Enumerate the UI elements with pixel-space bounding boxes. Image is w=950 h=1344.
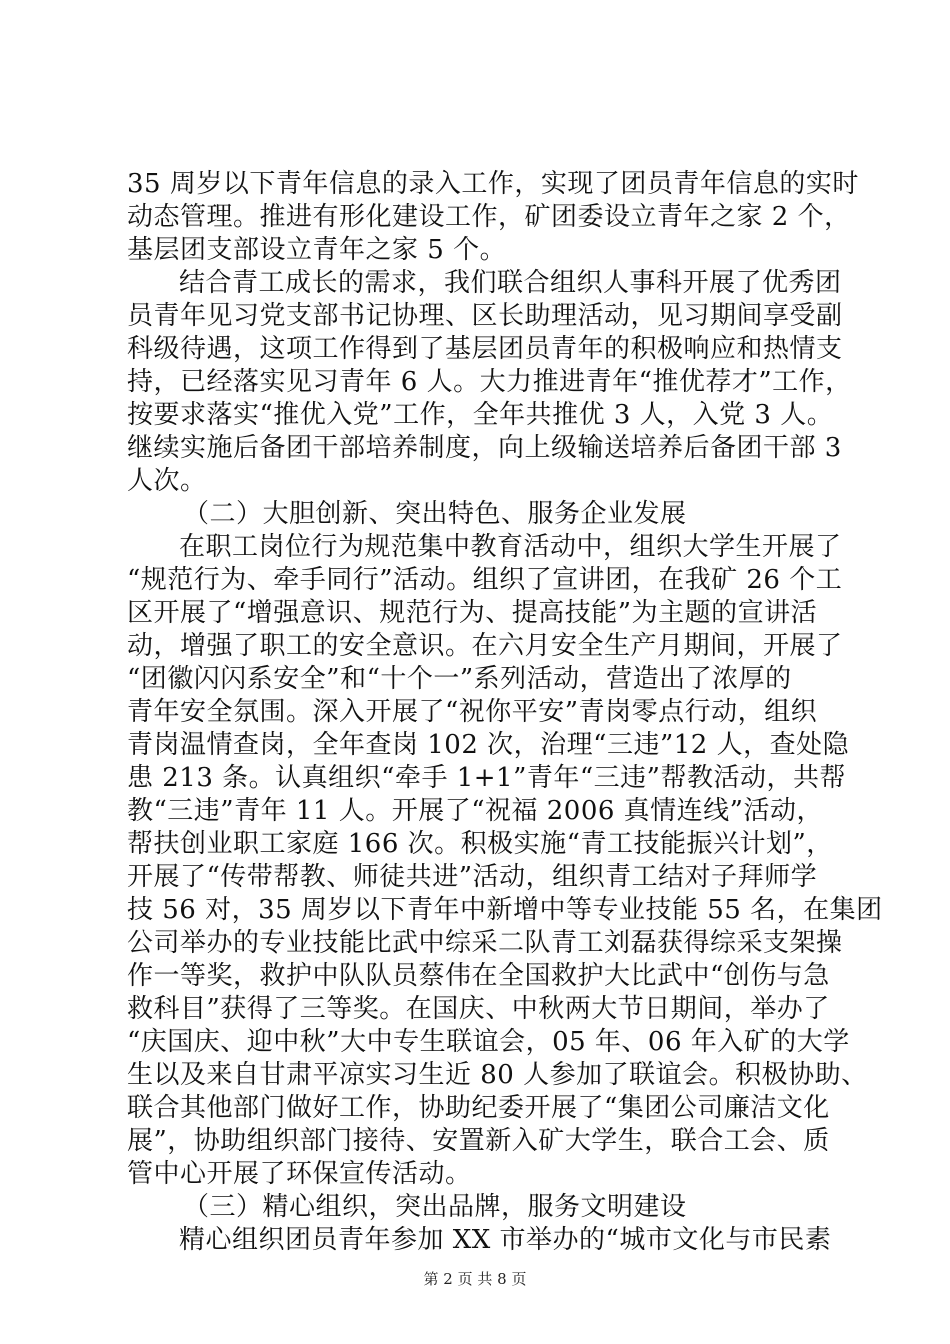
section-heading-3: （三）精心组织，突出品牌，服务文明建设: [183, 1192, 687, 1222]
text-line: 科级待遇，这项工作得到了基层团员青年的积极响应和热情支: [127, 334, 843, 364]
text-line: 公司举办的专业技能比武中综采二队青工刘磊获得综采支架操: [127, 928, 843, 958]
text-line: 基层团支部设立青年之家 5 个。: [127, 235, 507, 265]
text-line: 作一等奖，救护中队队员蔡伟在全国救护大比武中“创伤与急: [127, 961, 830, 991]
paragraph-start-line: 结合青工成长的需求，我们联合组织人事科开展了优秀团: [179, 268, 842, 298]
paragraph-start-line: 在职工岗位行为规范集中教育活动中，组织大学生开展了: [179, 532, 842, 562]
text-line: 区开展了“增强意识、规范行为、提高技能”为主题的宣讲活: [127, 598, 818, 628]
text-line: 继续实施后备团干部培养制度，向上级输送培养后备团干部 3: [127, 433, 842, 463]
text-line: 帮扶创业职工家庭 166 次。积极实施“青工技能振兴计划”，: [127, 829, 833, 859]
text-line: 动，增强了职工的安全意识。在六月安全生产月期间，开展了: [127, 631, 843, 661]
text-line: 青岗温情查岗，全年查岗 102 次，治理“三违”12 人，查处隐: [127, 730, 850, 760]
text-line: 动态管理。推进有形化建设工作，矿团委设立青年之家 2 个，: [127, 202, 851, 232]
text-line: 管中心开展了环保宣传活动。: [127, 1159, 472, 1189]
page-number-footer: 第 2 页 共 8 页: [423, 1270, 527, 1288]
text-line: 技 56 对，35 周岁以下青年中新增中等专业技能 55 名，在集团: [127, 895, 883, 925]
text-line: 救科目”获得了三等奖。在国庆、中秋两大节日期间，举办了: [127, 994, 830, 1024]
text-line: 35 周岁以下青年信息的录入工作，实现了团员青年信息的实时: [127, 169, 859, 199]
text-line: 联合其他部门做好工作，协助纪委开展了“集团公司廉洁文化: [127, 1093, 830, 1123]
text-line: 教“三违”青年 11 人。开展了“祝福 2006 真情连线”活动，: [127, 796, 823, 826]
text-line: 按要求落实“推优入党”工作，全年共推优 3 人，入党 3 人。: [127, 400, 834, 430]
text-line: 开展了“传带帮教、师徒共进”活动，组织青工结对子拜师学: [127, 862, 818, 892]
document-body: [127, 168, 883, 1257]
text-line: 展”，协助组织部门接待、安置新入矿大学生，联合工会、质: [127, 1126, 830, 1156]
text-line: “庆国庆、迎中秋”大中专生联谊会，05 年、06 年入矿的大学: [127, 1027, 850, 1057]
text-line: 员青年见习党支部书记协理、区长助理活动，见习期间享受副: [127, 301, 843, 331]
paragraph-start-line: 精心组织团员青年参加 XX 市举办的“城市文化与市民素: [179, 1225, 832, 1255]
text-line: “规范行为、牵手同行”活动。组织了宣讲团，在我矿 26 个工: [127, 565, 843, 595]
text-line: 持，已经落实见习青年 6 人。大力推进青年“推优荐才”工作，: [127, 367, 852, 397]
section-heading-2: （二）大胆创新、突出特色、服务企业发展: [183, 499, 687, 529]
text-line: 患 213 条。认真组织“牵手 1+1”青年“三违”帮教活动，共帮: [127, 763, 846, 793]
text-line: 生以及来自甘肃平凉实习生近 80 人参加了联谊会。积极协助、: [127, 1060, 868, 1090]
text-line: 青年安全氛围。深入开展了“祝你平安”青岗零点行动，组织: [127, 697, 818, 727]
text-line: 人次。: [127, 466, 207, 496]
text-line: “团徽闪闪系安全”和“十个一”系列活动，营造出了浓厚的: [127, 664, 792, 694]
